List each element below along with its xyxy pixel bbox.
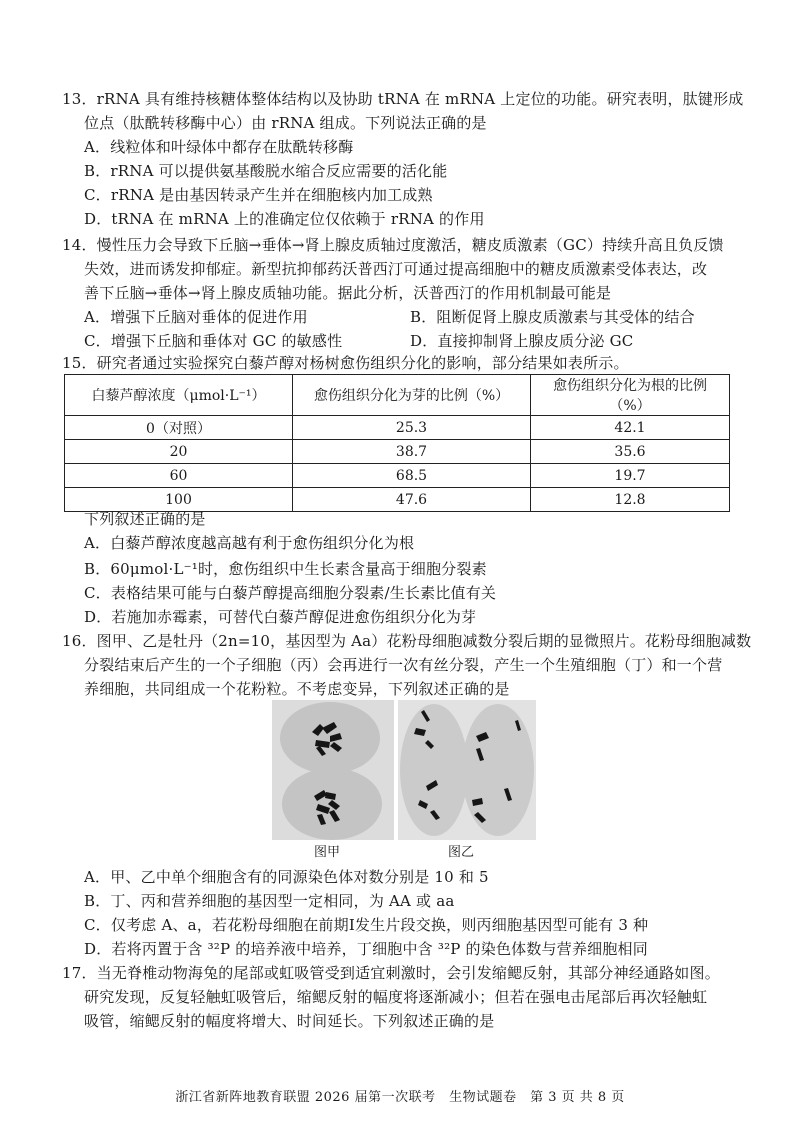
- table-cell: 25.3: [293, 416, 531, 440]
- table-header-root-ratio: 愈伤组织分化为根的比例（%）: [531, 375, 730, 416]
- q15-intro: 15．研究者通过实验探究白藜芦醇对杨树愈伤组织分化的影响，部分结果如表所示。: [62, 354, 629, 372]
- q13-option-b: B．rRNA 可以提供氨基酸脱水缩合反应需要的活化能: [84, 162, 448, 180]
- q15-option-d: D．若施加赤霉素，可替代白藜芦醇促进愈伤组织分化为芽: [84, 608, 477, 626]
- q14-option-b: B．阻断促肾上腺皮质激素与其受体的结合: [410, 308, 695, 326]
- table-cell: 100: [65, 488, 293, 512]
- table-cell: 20: [65, 440, 293, 464]
- q14-option-d: D．直接抑制肾上腺皮质分泌 GC: [410, 332, 634, 350]
- q13-option-a: A．线粒体和叶绿体中都存在肽酰转移酶: [84, 138, 354, 156]
- q17-stem-line-1: 17．当无脊椎动物海兔的尾部或虹吸管受到适宜刺激时，会引发缩鳃反射，其部分神经通路如图。: [62, 964, 720, 982]
- q14-stem-line-3: 善下丘脑→垂体→肾上腺皮质轴功能。据此分析，沃普西汀的作用机制最可能是: [84, 284, 612, 302]
- q13-option-c: C．rRNA 是由基因转录产生并在细胞核内加工成熟: [84, 186, 433, 204]
- q13-stem-line-2: 位点（肽酰转移酶中心）由 rRNA 组成。下列说法正确的是: [84, 114, 487, 132]
- figure-yi-caption: 图乙: [448, 845, 475, 860]
- table-header-bud-ratio: 愈伤组织分化为芽的比例（%）: [293, 375, 531, 416]
- table-cell: 47.6: [293, 488, 531, 512]
- table-cell: 0（对照）: [65, 416, 293, 440]
- q16-stem-line-2: 分裂结束后产生的一个子细胞（丙）会再进行一次有丝分裂，产生一个生殖细胞（丁）和一个营: [84, 656, 723, 674]
- q14-stem-line-1: 14．慢性压力会导致下丘脑→垂体→肾上腺皮质轴过度激活，糖皮质激素（GC）持续升高且负反馈: [62, 236, 724, 254]
- table-cell: 38.7: [293, 440, 531, 464]
- q16-option-c: C．仅考虑 A、a，若花粉母细胞在前期Ⅰ发生片段交换，则丙细胞基因型可能有 3 种: [84, 916, 649, 934]
- micrograph-jia-image: [272, 700, 394, 840]
- table-cell: 60: [65, 464, 293, 488]
- q17-stem-line-2: 研究发现，反复轻触虹吸管后，缩鳃反射的幅度将逐渐减小；但若在强电击尾部后再次轻触虹: [84, 988, 708, 1006]
- q15-option-c: C．表格结果可能与白藜芦醇提高细胞分裂素/生长素比值有关: [84, 584, 497, 602]
- figure-jia-micrograph: [272, 700, 394, 840]
- q14-option-c: C．增强下丘脑和垂体对 GC 的敏感性: [84, 332, 343, 350]
- q15-option-a: A．白藜芦醇浓度越高越有利于愈伤组织分化为根: [84, 534, 415, 552]
- table-cell: 19.7: [531, 464, 730, 488]
- table-row: [65, 416, 730, 440]
- page-footer: 浙江省新阵地教育联盟 2026 届第一次联考 生物试题卷 第 3 页 共 8 页: [175, 1090, 625, 1105]
- table-cell: 68.5: [293, 464, 531, 488]
- q14-stem-line-2: 失效，进而诱发抑郁症。新型抗抑郁药沃普西汀可通过提高细胞中的糖皮质激素受体表达，改: [84, 260, 708, 278]
- q16-option-b: B．丁、丙和营养细胞的基因型一定相同，为 AA 或 aa: [84, 892, 455, 910]
- table-cell: 35.6: [531, 440, 730, 464]
- q14-option-a: A．增强下丘脑对垂体的促进作用: [84, 308, 308, 326]
- q17-stem-line-3: 吸管，缩鳃反射的幅度将增大、时间延长。下列叙述正确的是: [84, 1012, 495, 1030]
- q13-option-d: D．tRNA 在 mRNA 上的准确定位仅依赖于 rRNA 的作用: [84, 210, 485, 228]
- table-row: [65, 464, 730, 488]
- table-row: [65, 440, 730, 464]
- q13-stem-line-1: 13．rRNA 具有维持核糖体整体结构以及协助 tRNA 在 mRNA 上定位的功能。研究表明，肽键形成: [62, 90, 744, 108]
- micrograph-yi-image: [398, 700, 536, 840]
- table-cell: 42.1: [531, 416, 730, 440]
- figure-jia-caption: 图甲: [314, 845, 341, 860]
- q16-stem-line-1: 16．图甲、乙是牡丹（2n=10，基因型为 Aa）花粉母细胞减数分裂后期的显微照片。花粉母细胞减数: [62, 632, 752, 650]
- table-header-row: [65, 375, 730, 416]
- q16-option-d: D．若将丙置于含 ³²P 的培养液中培养，丁细胞中含 ³²P 的染色体数与营养细胞相同: [84, 940, 648, 958]
- q15-data-table: [64, 374, 730, 512]
- table-cell: 12.8: [531, 488, 730, 512]
- q15-stem: 下列叙述正确的是: [84, 510, 206, 528]
- q16-stem-line-3: 养细胞，共同组成一个花粉粒。不考虑变异，下列叙述正确的是: [84, 680, 510, 698]
- q15-option-b: B．60μmol·L⁻¹时，愈伤组织中生长素含量高于细胞分裂素: [84, 560, 487, 578]
- q16-option-a: A．甲、乙中单个细胞含有的同源染色体对数分别是 10 和 5: [84, 868, 489, 886]
- table-header-concentration: 白藜芦醇浓度（μmol·L⁻¹）: [65, 375, 293, 416]
- figure-yi-micrograph: [398, 700, 536, 840]
